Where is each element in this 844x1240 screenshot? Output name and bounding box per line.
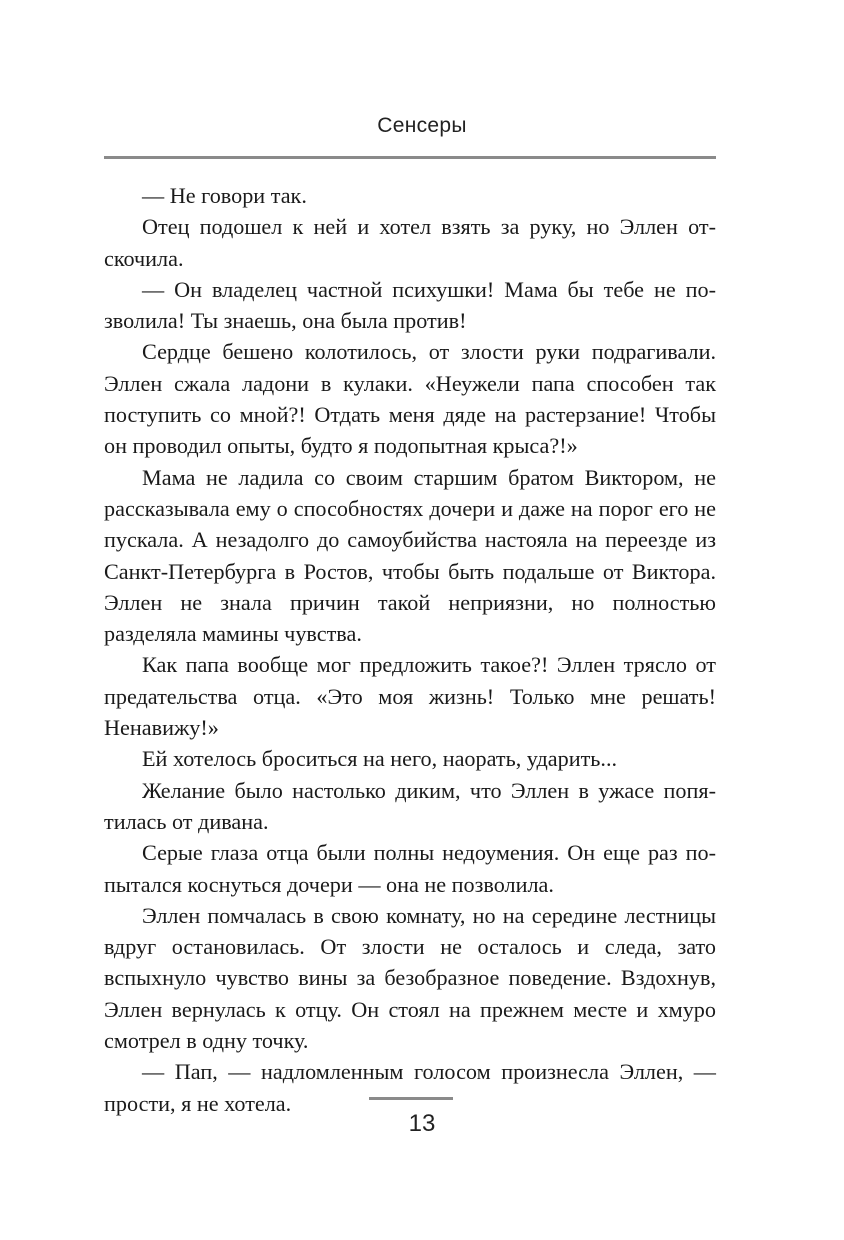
footer-divider [369,1097,453,1100]
paragraph: Желание было настолько диким, что Эллен в ужасе попятилась от дивана. [104,777,716,834]
page-body [104,180,716,1119]
paragraph: Мама не ладила со своим старшим братом Виктором, не рассказывала ему о способностях дочери и даже на порог его не пускала. А незадолго до самоубийства настояла на переезде из Санкт-Петербурга в Ростов, чтобы быть подальше от Виктора. Эллен не знала причин такой неприязни, но полностью разделяла мамины чувства. [104,464,716,647]
paragraph: Как папа вообще мог предложить такое?! Эллен трясло от предательства отца. «Это моя жизнь! Только мне решать! Ненавижу!» [104,652,716,741]
paragraph: — Он владелец частной психушки! Мама бы тебе не позволила! Ты знаешь, она была против! [104,276,716,334]
paragraph: Сердце бешено колотилось, от злости руки подрагивали. Эллен сжала ладони в кулаки. «Неужели папа способен так поступить со мной?! Отдать меня дяде на растерзание! Чтобы он проводил опыты, будто я подопытная крыса?!» [104,339,716,459]
page-number: 13 [408,1110,436,1137]
paragraph: Эллен помчалась в свою комнату, но на середине лестницы вдруг остановилась. От злости не осталось и следа, зато вспыхнуло чувство вины за безобразное поведение. Вздохнув, Эллен вернулась к отцу. Он стоял на прежнем месте и хмуро смотрел в одну точку. [104,902,716,1054]
paragraph: — Пап, — надломленным голосом произнесла Эллен, — прости, я не хотела. [104,1059,716,1116]
paragraph: Отец подошел к ней и хотел взять за руку, но Эллен отскочила. [104,214,716,271]
paragraph: Серые глаза отца были полны недоумения. Он еще раз попытался коснуться дочери — она не позволила. [104,840,716,897]
header-divider [104,156,716,159]
paragraph: — Не говори так. [142,183,307,208]
running-title: Сенсеры [377,114,467,137]
paragraph: Ей хотелось броситься на него, наорать, ударить... [142,746,618,772]
